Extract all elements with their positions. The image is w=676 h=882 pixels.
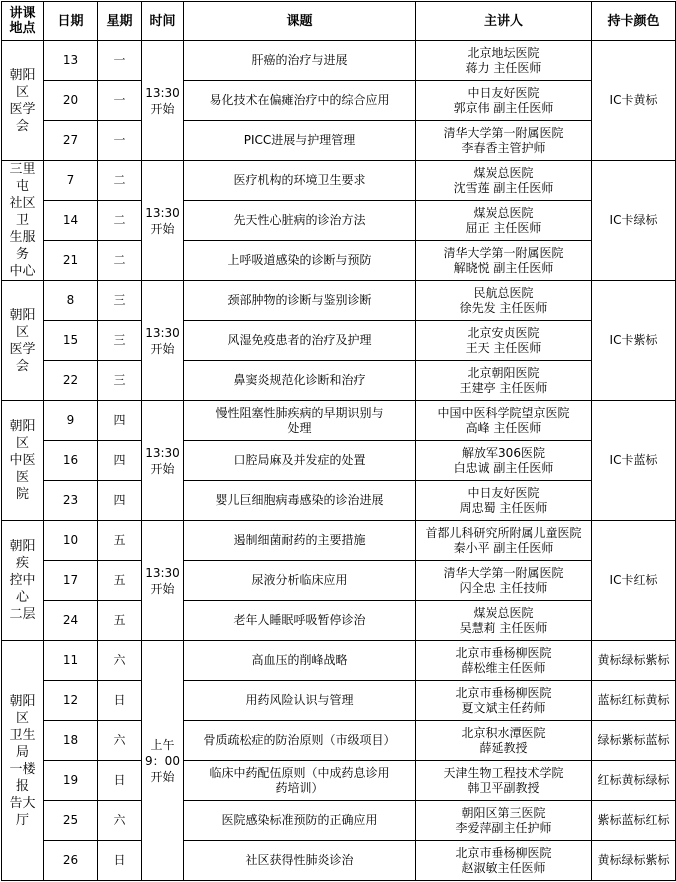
time-line: 13:30 [145, 565, 180, 580]
speaker-cell [416, 161, 592, 201]
location-line: 三里屯 [9, 162, 36, 194]
topic-line: 遏制细菌耐药的主要措施 [233, 533, 366, 547]
topic-line: 医院感染标准预防的正确应用 [221, 813, 378, 827]
speaker-line: 北京积水潭医院 [461, 725, 546, 740]
date-cell: 10 [44, 521, 98, 561]
speaker-line: 赵淑敏主任医师 [461, 860, 546, 875]
time-line: 开始 [150, 461, 175, 476]
location-cell [2, 161, 44, 281]
date-cell: 15 [44, 321, 98, 361]
speaker-cell [416, 361, 592, 401]
speaker-cell [416, 801, 592, 841]
header-location: 讲课 地点 [2, 2, 44, 41]
speaker-line: 白忠诚 副主任医师 [453, 460, 554, 475]
speaker-line: 中日友好医院 [467, 85, 540, 100]
location-line: 朝阳疾 [9, 539, 36, 571]
topic-cell [184, 681, 416, 721]
speaker-line: 夏文斌主任药师 [461, 700, 546, 715]
topic-cell [184, 561, 416, 601]
location-line: 朝阳区 [9, 419, 36, 451]
header-speaker: 主讲人 [416, 2, 592, 41]
table-row [2, 521, 676, 561]
topic-cell [184, 601, 416, 641]
date-cell: 17 [44, 561, 98, 601]
weekday-cell: 二 [98, 241, 142, 281]
speaker-line: 中日友好医院 [467, 485, 540, 500]
speaker-cell [416, 41, 592, 81]
date-cell: 21 [44, 241, 98, 281]
topic-line: 骨质疏松症的防治原则（市级项目） [203, 733, 396, 747]
speaker-line: 清华大学第一附属医院 [443, 245, 564, 260]
speaker-line: 煤炭总医院 [473, 605, 534, 620]
topic-cell [184, 361, 416, 401]
topic-line: 颈部肿物的诊断与鉴别诊断 [227, 293, 372, 307]
speaker-line: 郭京伟 副主任医师 [453, 100, 554, 115]
speaker-line: 中国中医科学院望京医院 [437, 405, 570, 420]
topic-cell [184, 641, 416, 681]
speaker-line: 王建亭 主任医师 [459, 380, 548, 395]
weekday-cell: 三 [98, 321, 142, 361]
speaker-cell [416, 81, 592, 121]
card-color-cell: IC卡绿标 [592, 161, 676, 281]
speaker-line: 秦小平 副主任医师 [453, 540, 554, 555]
speaker-line: 煤炭总医院 [473, 165, 534, 180]
speaker-cell [416, 641, 592, 681]
header-row [2, 2, 676, 41]
time-line: 开始 [150, 341, 175, 356]
card-color-cell: IC卡紫标 [592, 281, 676, 401]
location-line: 二层 [9, 607, 36, 622]
card-color-cell: IC卡蓝标 [592, 401, 676, 521]
date-cell: 24 [44, 601, 98, 641]
location-line: 社区卫 [9, 196, 36, 228]
speaker-cell [416, 401, 592, 441]
weekday-cell: 四 [98, 401, 142, 441]
topic-line: 尿液分析临床应用 [251, 573, 348, 587]
topic-cell [184, 121, 416, 161]
speaker-line: 天津生物工程技术学院 [443, 765, 564, 780]
table-row [2, 601, 676, 641]
location-cell [2, 401, 44, 521]
date-cell: 9 [44, 401, 98, 441]
time-line: 13:30 [145, 85, 180, 100]
speaker-line: 清华大学第一附属医院 [443, 565, 564, 580]
speaker-line: 李春香主管护师 [461, 140, 546, 155]
table-row [2, 401, 676, 441]
topic-line: PICC进展与护理管理 [243, 133, 356, 147]
topic-line: 药培训） [275, 780, 324, 795]
table-row [2, 281, 676, 321]
topic-line: 风湿免疫患者的治疗及护理 [227, 333, 372, 347]
date-cell: 26 [44, 841, 98, 881]
table-row [2, 441, 676, 481]
date-cell: 23 [44, 481, 98, 521]
date-cell: 8 [44, 281, 98, 321]
speaker-line: 首都儿科研究所附属儿童医院 [425, 525, 582, 540]
table-row [2, 561, 676, 601]
topic-line: 慢性阻塞性肺疾病的早期识别与 [215, 405, 384, 420]
card-color-cell: IC卡黄标 [592, 41, 676, 161]
time-line: 开始 [150, 581, 175, 596]
speaker-line: 北京朝阳医院 [467, 365, 540, 380]
card-color-cell: 黄标绿标紫标 [592, 641, 676, 681]
date-cell: 13 [44, 41, 98, 81]
weekday-cell: 日 [98, 841, 142, 881]
speaker-line: 民航总医院 [473, 285, 534, 300]
weekday-cell: 一 [98, 41, 142, 81]
speaker-cell [416, 521, 592, 561]
time-line: 13:30 [145, 205, 180, 220]
location-line: 医学会 [9, 101, 36, 134]
topic-cell [184, 801, 416, 841]
speaker-line: 高峰 主任医师 [465, 420, 542, 435]
topic-cell [184, 721, 416, 761]
location-line: 朝阳区 [9, 693, 36, 726]
location-line: 朝阳区 [9, 67, 36, 100]
header-topic: 课题 [184, 2, 416, 41]
card-color-cell: 紫标蓝标红标 [592, 801, 676, 841]
weekday-cell: 五 [98, 521, 142, 561]
schedule-table [1, 1, 676, 881]
weekday-cell: 五 [98, 561, 142, 601]
weekday-cell: 一 [98, 121, 142, 161]
speaker-line: 解晓悦 副主任医师 [453, 260, 554, 275]
speaker-line: 韩卫平副教授 [467, 780, 540, 795]
weekday-cell: 二 [98, 201, 142, 241]
weekday-cell: 四 [98, 441, 142, 481]
topic-line: 用药风险认识与管理 [245, 693, 354, 707]
header-card-color: 持卡颜色 [592, 2, 676, 41]
topic-cell [184, 281, 416, 321]
speaker-cell [416, 201, 592, 241]
speaker-cell [416, 121, 592, 161]
speaker-line: 北京安贞医院 [467, 325, 540, 340]
date-cell: 22 [44, 361, 98, 401]
weekday-cell: 六 [98, 721, 142, 761]
topic-cell [184, 841, 416, 881]
time-cell [142, 641, 184, 881]
topic-cell [184, 81, 416, 121]
time-cell [142, 401, 184, 521]
speaker-line: 朝阳区第三医院 [461, 805, 546, 820]
time-line: 9：00 [145, 753, 180, 768]
table-row [2, 721, 676, 761]
topic-cell [184, 321, 416, 361]
speaker-line: 吴慧莉 主任医师 [459, 620, 548, 635]
topic-line: 易化技术在偏瘫治疗中的综合应用 [209, 93, 390, 107]
topic-cell [184, 521, 416, 561]
speaker-line: 闪全忠 主任技师 [459, 580, 548, 595]
time-line: 开始 [150, 221, 175, 236]
speaker-line: 蒋力 主任医师 [465, 60, 542, 75]
topic-line: 先天性心脏病的诊治方法 [233, 213, 366, 227]
location-cell [2, 41, 44, 161]
table-row [2, 841, 676, 881]
weekday-cell: 日 [98, 761, 142, 801]
topic-line: 老年人睡眠呼吸暂停诊治 [233, 613, 366, 627]
location-line: 生服务 [9, 230, 36, 262]
speaker-cell [416, 441, 592, 481]
date-cell: 11 [44, 641, 98, 681]
speaker-line: 沈雪莲 副主任医师 [453, 180, 554, 195]
topic-line: 鼻窦炎规范化诊断和治疗 [233, 373, 366, 387]
table-row [2, 481, 676, 521]
weekday-cell: 三 [98, 281, 142, 321]
topic-cell [184, 41, 416, 81]
table-row [2, 41, 676, 81]
time-line: 13:30 [145, 325, 180, 340]
topic-cell [184, 761, 416, 801]
topic-line: 婴儿巨细胞病毒感染的诊治进展 [215, 493, 384, 507]
table-row [2, 361, 676, 401]
speaker-cell [416, 681, 592, 721]
location-line: 朝阳区 [9, 307, 36, 340]
table-row [2, 161, 676, 201]
table-row [2, 641, 676, 681]
date-cell: 25 [44, 801, 98, 841]
location-cell [2, 521, 44, 641]
topic-line: 上呼吸道感染的诊断与预防 [227, 253, 372, 267]
time-cell [142, 521, 184, 641]
table-row [2, 801, 676, 841]
time-line: 开始 [150, 101, 175, 116]
card-color-cell: 蓝标红标黄标 [592, 681, 676, 721]
location-cell [2, 281, 44, 401]
speaker-line: 李爱萍副主任护师 [455, 820, 552, 835]
date-cell: 12 [44, 681, 98, 721]
speaker-line: 北京市垂杨柳医院 [455, 685, 552, 700]
card-color-cell: 黄标绿标紫标 [592, 841, 676, 881]
topic-line: 高血压的削峰战略 [251, 653, 348, 667]
location-line: 控中心 [9, 573, 36, 605]
topic-cell [184, 401, 416, 441]
weekday-cell: 一 [98, 81, 142, 121]
speaker-line: 周忠蜀 主任医师 [459, 500, 548, 515]
time-cell [142, 281, 184, 401]
topic-line: 处理 [287, 420, 312, 435]
speaker-cell [416, 561, 592, 601]
topic-line: 临床中药配伍原则（中成药息诊用 [209, 765, 390, 780]
weekday-cell: 三 [98, 361, 142, 401]
speaker-cell [416, 601, 592, 641]
table-row [2, 201, 676, 241]
date-cell: 19 [44, 761, 98, 801]
speaker-line: 薛松维主任医师 [461, 660, 546, 675]
speaker-cell [416, 721, 592, 761]
date-cell: 27 [44, 121, 98, 161]
speaker-line: 煤炭总医院 [473, 205, 534, 220]
date-cell: 20 [44, 81, 98, 121]
date-cell: 14 [44, 201, 98, 241]
topic-cell [184, 441, 416, 481]
time-line: 开始 [150, 769, 175, 784]
header-time: 时间 [142, 2, 184, 41]
card-color-cell: IC卡红标 [592, 521, 676, 641]
speaker-cell [416, 241, 592, 281]
header-weekday: 星期 [98, 2, 142, 41]
location-line: 告大厅 [9, 795, 36, 828]
time-cell [142, 41, 184, 161]
weekday-cell: 四 [98, 481, 142, 521]
table-row [2, 321, 676, 361]
table-row [2, 681, 676, 721]
location-line: 医学会 [9, 341, 36, 374]
table-row [2, 81, 676, 121]
speaker-line: 屈正 主任医师 [465, 220, 542, 235]
speaker-line: 北京市垂杨柳医院 [455, 845, 552, 860]
topic-cell [184, 481, 416, 521]
speaker-cell [416, 281, 592, 321]
weekday-cell: 六 [98, 801, 142, 841]
date-cell: 16 [44, 441, 98, 481]
speaker-line: 薛延教授 [479, 740, 528, 755]
table-row [2, 241, 676, 281]
topic-cell [184, 201, 416, 241]
table-row [2, 121, 676, 161]
card-color-cell: 红标黄标绿标 [592, 761, 676, 801]
speaker-cell [416, 481, 592, 521]
speaker-line: 解放军306医院 [462, 445, 545, 460]
date-cell: 7 [44, 161, 98, 201]
location-line: 院 [15, 487, 29, 502]
speaker-line: 清华大学第一附属医院 [443, 125, 564, 140]
topic-line: 社区获得性肺炎诊治 [245, 853, 354, 867]
location-line: 一楼报 [9, 761, 36, 794]
location-line: 卫生局 [9, 727, 36, 760]
header-date: 日期 [44, 2, 98, 41]
date-cell: 18 [44, 721, 98, 761]
speaker-line: 北京市垂杨柳医院 [455, 645, 552, 660]
weekday-cell: 六 [98, 641, 142, 681]
speaker-line: 徐先发 主任医师 [459, 300, 548, 315]
table-row [2, 761, 676, 801]
speaker-cell [416, 761, 592, 801]
card-color-cell: 绿标紫标蓝标 [592, 721, 676, 761]
topic-line: 肝癌的治疗与进展 [251, 53, 348, 67]
weekday-cell: 二 [98, 161, 142, 201]
weekday-cell: 日 [98, 681, 142, 721]
time-line: 上午 [150, 737, 175, 752]
weekday-cell: 五 [98, 601, 142, 641]
location-line: 中心 [9, 264, 36, 279]
speaker-cell [416, 841, 592, 881]
topic-line: 口腔局麻及并发症的处置 [233, 453, 366, 467]
topic-cell [184, 241, 416, 281]
speaker-line: 北京地坛医院 [467, 45, 540, 60]
location-line: 中医医 [9, 453, 36, 485]
topic-cell [184, 161, 416, 201]
topic-line: 医疗机构的环境卫生要求 [233, 173, 366, 187]
time-cell [142, 161, 184, 281]
speaker-cell [416, 321, 592, 361]
schedule-body [2, 41, 676, 881]
location-cell [2, 641, 44, 881]
time-line: 13:30 [145, 445, 180, 460]
speaker-line: 王天 主任医师 [465, 340, 542, 355]
